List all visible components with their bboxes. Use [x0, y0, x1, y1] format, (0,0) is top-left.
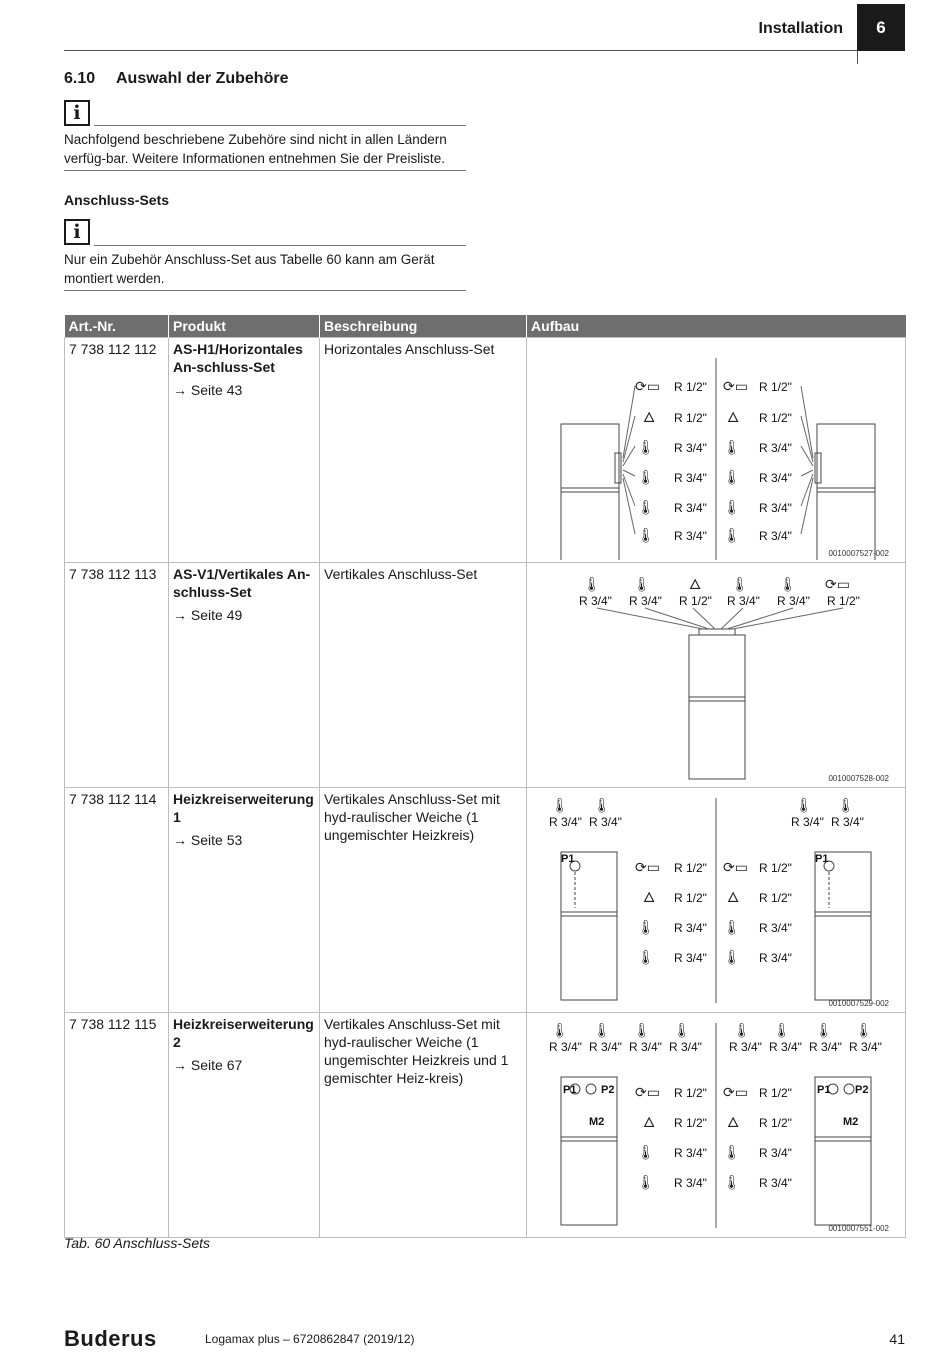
cell-product	[169, 563, 320, 788]
svg-text:🌡: 🌡	[723, 500, 741, 516]
svg-text:R 3/4": R 3/4"	[674, 471, 707, 485]
svg-text:⟳▭: ⟳▭	[635, 379, 660, 395]
svg-text:R 1/2": R 1/2"	[674, 1086, 707, 1100]
page-reference-link[interactable]: → Seite 53	[173, 832, 243, 848]
svg-text:R 3/4": R 3/4"	[669, 1040, 702, 1054]
svg-text:🌡: 🌡	[723, 950, 741, 966]
svg-text:R 1/2": R 1/2"	[759, 891, 792, 905]
section-number: 6.10	[64, 70, 96, 87]
section-heading	[64, 70, 288, 88]
accessory-table	[64, 315, 906, 1238]
table-row	[65, 788, 906, 1013]
brand-logo: Buderus	[64, 1326, 157, 1351]
svg-text:R 1/2": R 1/2"	[759, 1116, 792, 1130]
svg-text:🌡: 🌡	[637, 1145, 655, 1161]
boiler-right-unit	[815, 1077, 871, 1225]
table-caption: Tab. 60 Anschluss-Sets	[64, 1235, 211, 1251]
svg-text:🜂: 🜂	[727, 1115, 740, 1131]
cell-figure	[527, 338, 906, 563]
svg-text:🌡: 🌡	[637, 1175, 655, 1191]
svg-text:⟳▭: ⟳▭	[635, 860, 660, 876]
boiler-unit	[689, 629, 745, 779]
gas-flame-icon: 🜂	[643, 410, 656, 426]
header-section-title: Installation	[758, 20, 843, 37]
chapter-tab-tick	[857, 51, 858, 64]
info-icon: i	[64, 100, 90, 126]
info-rule-top	[94, 245, 466, 246]
connection-labels-top-right	[791, 815, 864, 829]
svg-text:🌡: 🌡	[723, 920, 741, 936]
svg-text:R 3/4": R 3/4"	[629, 594, 662, 608]
gas-flame-icon: 🜂	[689, 577, 702, 593]
svg-text:R 1/2": R 1/2"	[759, 411, 792, 425]
svg-text:R 3/4": R 3/4"	[759, 471, 792, 485]
svg-text:R 3/4": R 3/4"	[629, 1040, 662, 1054]
svg-text:🌡: 🌡	[723, 470, 741, 486]
figure-id: 0010007551-002	[828, 1224, 889, 1233]
connection-icons	[635, 379, 748, 544]
svg-text:R 1/2": R 1/2"	[827, 594, 860, 608]
cell-figure	[527, 788, 906, 1013]
connection-labels-top-right	[729, 1040, 882, 1054]
info-icon: i	[64, 219, 90, 245]
info-rule-top	[94, 125, 466, 126]
cell-figure	[527, 563, 906, 788]
connection-labels-left	[674, 380, 707, 543]
cell-art: 7 738 112 114	[65, 788, 169, 1013]
figure-heizkreis-2	[527, 1013, 905, 1235]
cell-art: 7 738 112 112	[65, 338, 169, 563]
connection-labels-right	[759, 380, 792, 543]
col-header-art: Art.-Nr.	[65, 315, 169, 338]
svg-text:R 1/2": R 1/2"	[679, 594, 712, 608]
svg-text:🌡: 🌡	[633, 1023, 651, 1039]
info-note-availability	[64, 100, 466, 172]
svg-text:R 3/4": R 3/4"	[549, 1040, 582, 1054]
page-reference-link[interactable]: → Seite 43	[173, 382, 243, 398]
svg-text:🌡: 🌡	[551, 1023, 569, 1039]
connection-labels-left	[674, 861, 707, 965]
svg-text:⟳▭: ⟳▭	[825, 577, 850, 593]
chapter-tab: 6	[857, 4, 905, 51]
svg-text:🌡: 🌡	[637, 470, 655, 486]
svg-text:R 3/4": R 3/4"	[831, 815, 864, 829]
svg-text:🌡: 🌡	[731, 577, 749, 593]
svg-text:P1: P1	[815, 853, 829, 865]
svg-text:🌡: 🌡	[551, 798, 569, 814]
col-header-layout: Aufbau	[527, 315, 906, 338]
connection-labels-right	[759, 1086, 792, 1190]
connection-labels-top-left	[549, 1040, 702, 1054]
product-name: AS-H1/Horizontales An-schluss-Set	[173, 341, 303, 375]
svg-text:R 1/2": R 1/2"	[759, 1086, 792, 1100]
svg-text:🌡: 🌡	[637, 950, 655, 966]
boiler-left-unit	[561, 852, 617, 1000]
svg-text:R 3/4": R 3/4"	[759, 951, 792, 965]
cell-description: Vertikales Anschluss-Set	[320, 563, 527, 788]
svg-text:🌡: 🌡	[723, 1145, 741, 1161]
svg-text:R 3/4": R 3/4"	[849, 1040, 882, 1054]
svg-text:R 3/4": R 3/4"	[759, 529, 792, 543]
footer-document-id: Logamax plus – 6720862847 (2019/12)	[205, 1332, 415, 1346]
svg-text:R 3/4": R 3/4"	[759, 921, 792, 935]
figure-id: 0010007528-002	[828, 774, 889, 783]
svg-text:⟳▭: ⟳▭	[635, 1085, 660, 1101]
svg-text:P1: P1	[563, 1084, 577, 1096]
product-name: Heizkreiserweiterung 2	[173, 1016, 314, 1050]
svg-text:🌡: 🌡	[673, 1023, 691, 1039]
cell-product	[169, 1013, 320, 1238]
svg-text:🌡: 🌡	[723, 528, 741, 544]
svg-text:R 3/4": R 3/4"	[674, 529, 707, 543]
svg-text:🌡: 🌡	[723, 1175, 741, 1191]
svg-text:🌡: 🌡	[637, 440, 655, 456]
svg-text:R 3/4": R 3/4"	[727, 594, 760, 608]
svg-text:⟳▭: ⟳▭	[723, 860, 748, 876]
svg-text:R 3/4": R 3/4"	[759, 1146, 792, 1160]
product-name: AS-V1/Vertikales An-schluss-Set	[173, 566, 311, 600]
section-title: Auswahl der Zubehöre	[116, 70, 289, 87]
page-reference-link[interactable]: → Seite 49	[173, 607, 243, 623]
svg-text:🜂: 🜂	[643, 890, 656, 906]
info-rule-bottom	[64, 170, 466, 171]
svg-text:🌡: 🌡	[815, 1023, 833, 1039]
svg-text:🜂: 🜂	[727, 410, 740, 426]
svg-text:R 3/4": R 3/4"	[674, 441, 707, 455]
svg-text:R 3/4": R 3/4"	[769, 1040, 802, 1054]
svg-text:R 3/4": R 3/4"	[674, 951, 707, 965]
svg-text:🌡: 🌡	[855, 1023, 873, 1039]
info-text: Nachfolgend beschriebene Zubehöre sind nicht in allen Ländern verfüg-bar. Weitere Informationen entnehmen Sie der Preisliste.	[64, 132, 447, 166]
table-header-row	[65, 315, 906, 338]
page-number: 41	[889, 1331, 905, 1347]
svg-text:R 1/2": R 1/2"	[674, 861, 707, 875]
cell-art: 7 738 112 113	[65, 563, 169, 788]
svg-text:R 1/2": R 1/2"	[674, 1116, 707, 1130]
svg-text:R 3/4": R 3/4"	[674, 921, 707, 935]
header-rule	[64, 50, 857, 51]
figure-vertical-set	[527, 563, 905, 785]
svg-text:R 1/2": R 1/2"	[759, 380, 792, 394]
svg-text:R 1/2": R 1/2"	[674, 891, 707, 905]
table-row	[65, 563, 906, 788]
product-name: Heizkreiserweiterung 1	[173, 791, 314, 825]
svg-text:🌡: 🌡	[837, 798, 855, 814]
info-rule-bottom	[64, 290, 466, 291]
svg-text:R 3/4": R 3/4"	[579, 594, 612, 608]
svg-text:R 3/4": R 3/4"	[759, 441, 792, 455]
cell-art: 7 738 112 115	[65, 1013, 169, 1238]
svg-text:🜂: 🜂	[727, 890, 740, 906]
connection-labels-top-left	[549, 815, 622, 829]
cell-description: Vertikales Anschluss-Set mit hyd-raulischer Weiche (1 ungemischter Heizkreis)	[320, 788, 527, 1013]
connection-labels-left	[674, 1086, 707, 1190]
subsection-heading: Anschluss-Sets	[64, 192, 170, 208]
svg-text:P2: P2	[855, 1084, 869, 1096]
connection-labels-top	[579, 594, 860, 608]
svg-text:⟳▭: ⟳▭	[723, 1085, 748, 1101]
col-header-product: Produkt	[169, 315, 320, 338]
svg-text:P1: P1	[561, 853, 575, 865]
svg-text:🌡: 🌡	[773, 1023, 791, 1039]
svg-text:🌡: 🌡	[593, 1023, 611, 1039]
svg-text:🜂: 🜂	[643, 1115, 656, 1131]
svg-text:R 3/4": R 3/4"	[759, 1176, 792, 1190]
page-reference-link[interactable]: → Seite 67	[173, 1057, 243, 1073]
svg-text:🌡: 🌡	[637, 920, 655, 936]
svg-text:R 1/2": R 1/2"	[759, 861, 792, 875]
svg-text:P1: P1	[817, 1084, 831, 1096]
info-text: Nur ein Zubehör Anschluss-Set aus Tabelle 60 kann am Gerät montiert werden.	[64, 252, 435, 286]
svg-text:P2: P2	[601, 1084, 615, 1096]
svg-text:R 1/2": R 1/2"	[674, 411, 707, 425]
svg-text:🌡: 🌡	[583, 577, 601, 593]
svg-text:🌡: 🌡	[593, 798, 611, 814]
svg-text:R 1/2": R 1/2"	[674, 380, 707, 394]
svg-text:🌡: 🌡	[633, 577, 651, 593]
svg-text:R 3/4": R 3/4"	[674, 1146, 707, 1160]
info-note-one-set	[64, 219, 466, 293]
svg-text:R 3/4": R 3/4"	[729, 1040, 762, 1054]
cell-product	[169, 788, 320, 1013]
svg-text:🌡: 🌡	[637, 500, 655, 516]
boiler-right-unit	[815, 852, 871, 1000]
svg-text:⟳▭: ⟳▭	[723, 379, 748, 395]
connection-labels-right	[759, 861, 792, 965]
table-row	[65, 338, 906, 563]
boiler-left-unit	[561, 1077, 617, 1225]
cell-description: Vertikales Anschluss-Set mit hyd-raulischer Weiche (1 ungemischter Heizkreis und 1 gemischter Heiz-kreis)	[320, 1013, 527, 1238]
svg-text:R 3/4": R 3/4"	[589, 815, 622, 829]
svg-text:R 3/4": R 3/4"	[759, 501, 792, 515]
figure-id: 0010007527-002	[828, 549, 889, 558]
svg-text:🌡: 🌡	[795, 798, 813, 814]
col-header-description: Beschreibung	[320, 315, 527, 338]
figure-id: 0010007529-002	[828, 999, 889, 1008]
cell-description: Horizontales Anschluss-Set	[320, 338, 527, 563]
boiler-left-unit	[561, 424, 621, 560]
table-row	[65, 1013, 906, 1238]
svg-text:R 3/4": R 3/4"	[791, 815, 824, 829]
boiler-right-unit	[815, 424, 875, 560]
svg-text:🌡: 🌡	[637, 528, 655, 544]
svg-text:R 3/4": R 3/4"	[549, 815, 582, 829]
svg-text:R 3/4": R 3/4"	[809, 1040, 842, 1054]
svg-text:M2: M2	[843, 1116, 859, 1128]
svg-text:M2: M2	[589, 1116, 605, 1128]
svg-text:R 3/4": R 3/4"	[674, 501, 707, 515]
cell-product	[169, 338, 320, 563]
svg-text:R 3/4": R 3/4"	[674, 1176, 707, 1190]
svg-text:🌡: 🌡	[723, 440, 741, 456]
connection-icons	[583, 577, 850, 593]
figure-horizontal-set	[527, 338, 905, 560]
figure-heizkreis-1	[527, 788, 905, 1010]
svg-text:🌡: 🌡	[779, 577, 797, 593]
leader-lines	[597, 608, 843, 629]
svg-text:🌡: 🌡	[733, 1023, 751, 1039]
svg-text:R 3/4": R 3/4"	[589, 1040, 622, 1054]
cell-figure	[527, 1013, 906, 1238]
svg-text:R 3/4": R 3/4"	[777, 594, 810, 608]
